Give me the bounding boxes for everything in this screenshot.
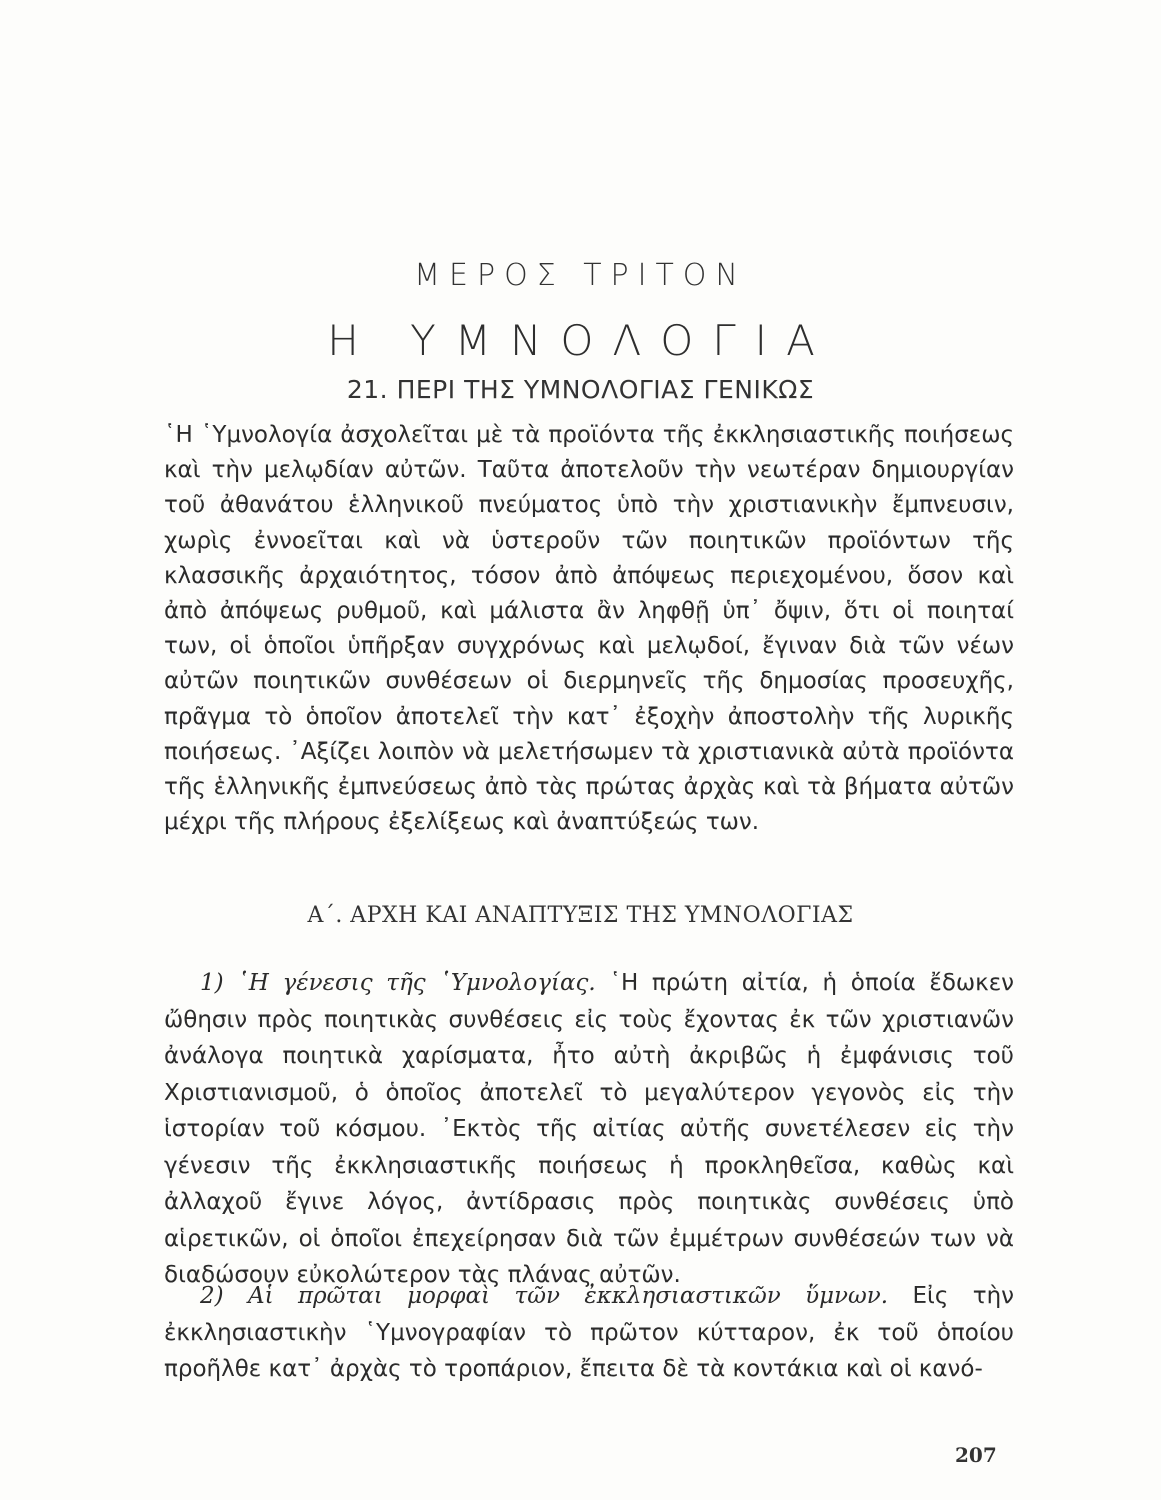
intro-paragraph: ῾Η ῾Υμνολογία ἀσχολεῖται μὲ τὰ προϊόντα τῆς ἐκκλησιαστικῆς ποιήσεως καὶ τὴν μελῳδίαν αὐτῶν. Ταῦτα ἀποτελοῦν τὴν νεωτέραν δημιουργίαν τοῦ ἀθανάτου ἑλληνικοῦ πνεύματος ὑπὸ τὴν χριστιανικὴν ἔμπνευσιν, χωρὶς ἐννοεῖται καὶ νὰ ὑστεροῦν τῶν ποιητικῶν προϊόντων τῆς κλασσικῆς ἀρχαιότητος, τόσον ἀπὸ ἀπόψεως περιεχομένου, ὅσον καὶ ἀπὸ ἀπόψεως ρυθμοῦ, καὶ μάλιστα ἂν ληφθῇ ὑπ᾿ ὄψιν, ὅτι οἱ ποιηταί των, οἱ ὁποῖοι ὑπῆρξαν συγχρόνως καὶ μελῳδοί, ἔγιναν διὰ τῶν νέων αὐτῶν ποιητικῶν συνθέσεων οἱ διερμηνεῖς τῆς δημοσίας προσευχῆς, πρᾶγμα τὸ ὁποῖον ἀποτελεῖ τὴν κατ᾿ ἐξοχὴν ἀποστολὴν τῆς λυρικῆς ποιήσεως. ᾿Αξίζει λοιπὸν νὰ μελετήσωμεν τὰ χριστιανικὰ αὐτὰ προϊόντα τῆς ἑλληνικῆς ἐμπνεύσεως ἀπὸ τὰς πρώτας ἀρχὰς καὶ τὰ βήματα αὐτῶν μέχρι τῆς πλήρους ἐξελίξεως καὶ ἀναπτύξεώς των.	[164, 422, 1014, 836]
part-label: ΜΕΡΟΣ ΤΡΙΤΟΝ	[414, 258, 747, 293]
paragraph-first-forms-lead: 2) Αἱ πρῶται μορφαὶ τῶν ἐκκλησιαστικῶν ὕμνων.	[200, 1283, 889, 1309]
paragraph-first-forms	[164, 1278, 1014, 1388]
subsection-heading: Α΄. ΑΡΧΗ ΚΑΙ ΑΝΑΠΤΥΞΙΣ ΤΗΣ ΥΜΝΟΛΟΓΙΑΣ	[307, 903, 854, 928]
part-title: Η ΥΜΝΟΛΟΓΙΑ	[327, 316, 834, 365]
paragraph-genesis	[164, 965, 1014, 1294]
page-number: 207	[955, 1443, 997, 1467]
paragraph-first-forms-text: Εἰς τὴν ἐκκλησιαστικὴν ῾Υμνογραφίαν τὸ πρῶτον κύτταρον, ἐκ τοῦ ὁποίου προῆλθε κατ᾿ ἀρχὰς τὸ τροπάριον, ἔπειτα δὲ τὰ κοντάκια καὶ οἱ κανό-	[164, 1283, 1014, 1382]
paragraph-genesis-lead: 1) ῾Η γένεσις τῆς ῾Υμνολογίας.	[200, 970, 596, 996]
paragraph-genesis-text: ῾Η πρώτη αἰτία, ἡ ὁποία ἔδωκεν ὤθησιν πρὸς ποιητικὰς συνθέσεις εἰς τοὺς ἔχοντας ἐκ τῶν χριστιανῶν ἀνάλογα ποιητικὰ χαρίσματα, ἦτο αὐτὴ ἀκριβῶς ἡ ἐμφάνισις τοῦ Χριστιανισμοῦ, ὁ ὁποῖος ἀποτελεῖ τὸ μεγαλύτερον γεγονὸς εἰς τὴν ἱστορίαν τοῦ κόσμου. ᾿Εκτὸς τῆς αἰτίας αὐτῆς συνετέλεσεν εἰς τὴν γένεσιν τῆς ἐκκλησιαστικῆς ποιήσεως ἡ προκληθεῖσα, καθὼς καὶ ἀλλαχοῦ ἔγινε λόγος, ἀντίδρασις πρὸς ποιητικὰς συνθέσεις ὑπὸ αἱρετικῶν, οἱ ὁποῖοι ἐπεχείρησαν διὰ τῶν ἐμμέτρων συνθέσεών των νὰ διαδώσουν εὐκολώτερον τὰς πλάνας αὐτῶν.	[164, 970, 1015, 1288]
section-heading: 21. ΠΕΡΙ ΤΗΣ ΥΜΝΟΛΟΓΙΑΣ ΓΕΝΙΚΩΣ	[346, 375, 815, 404]
